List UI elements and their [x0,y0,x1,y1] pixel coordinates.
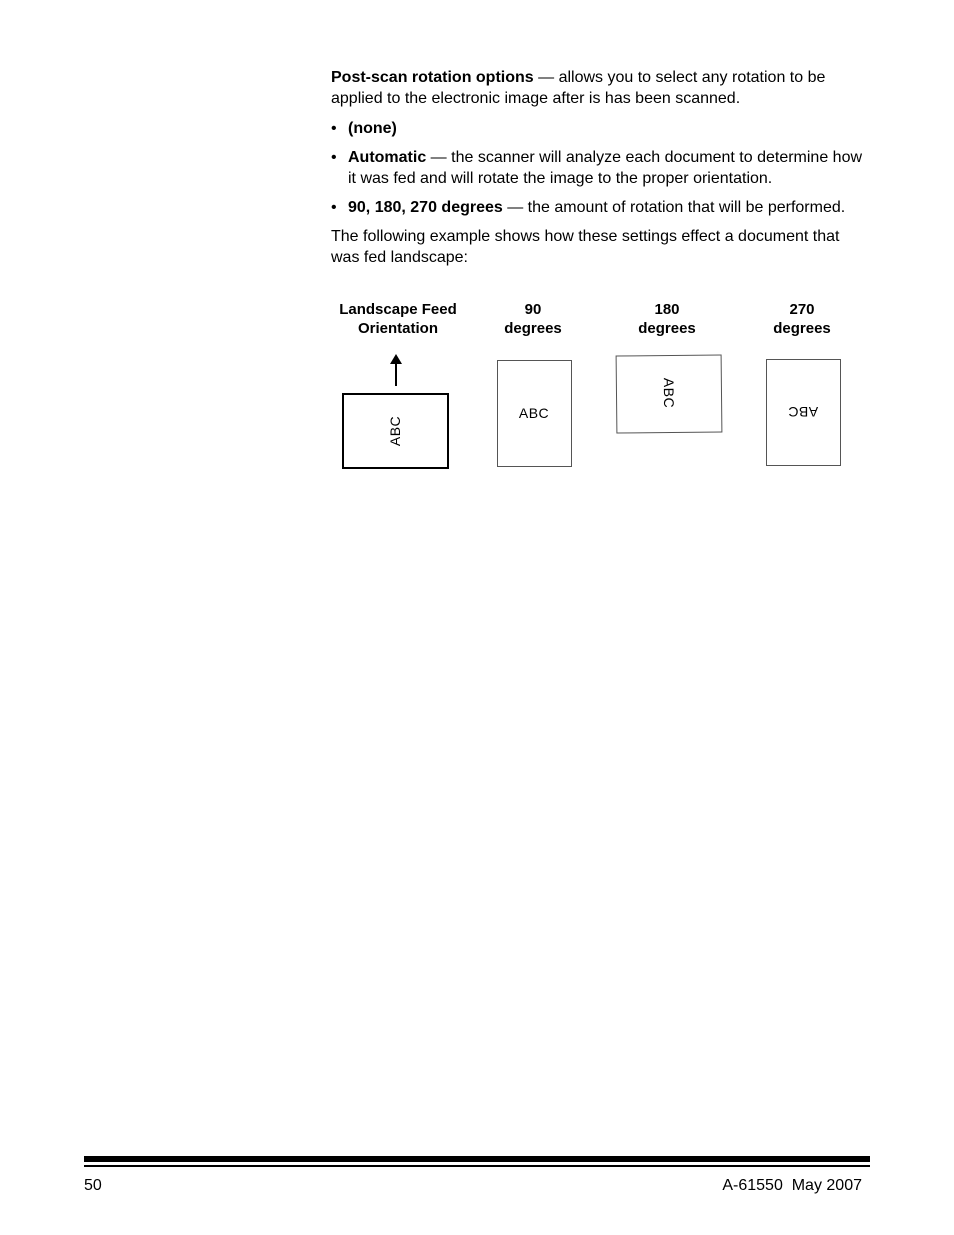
landscape-page [342,393,449,469]
label-line: 90 [524,301,542,318]
bullet-term: Automatic [348,149,427,166]
intro-term: Post-scan rotation options [331,69,534,86]
bullet-term: (none) [348,120,397,137]
page-270-degrees [766,359,841,466]
main-content [331,67,871,277]
feed-direction-arrow-icon [386,354,406,388]
footer-rule-thick [84,1156,870,1162]
page-180-degrees [616,354,723,433]
label-270-degrees [752,300,852,338]
label-line: degrees [638,320,696,337]
label-line: 270 [789,301,815,318]
bullet-dot: • [331,149,337,166]
label-90-degrees [483,300,583,338]
bullet-term: 90, 180, 270 degrees [348,199,503,216]
document-id: A-61550 May 2007 [722,1177,862,1194]
page-abc-text: ABC [787,404,819,420]
page-abc-text: ABC [518,405,550,421]
bullet-text: — the scanner will analyze each document to determine how it was fed and will rotate the image to the proper orientation. [348,149,863,187]
intro-text: — allows you to select any rotation to be applied to the electronic image after is has been scanned. [331,69,826,107]
footer-rule-thin [84,1165,870,1167]
label-line: 180 [654,301,680,318]
bullet-none [331,118,871,139]
page-abc-text: ABC [660,377,678,409]
rotation-figure [331,298,871,478]
bullet-dot: • [331,199,337,216]
example-paragraph: The following example shows how these settings effect a document that was fed landscape: [331,228,840,266]
label-line: Orientation [357,320,438,337]
intro-paragraph [331,67,871,109]
page-number: 50 [84,1177,102,1194]
label-landscape-feed [331,300,465,338]
bullet-automatic [331,147,871,189]
page-90-degrees [497,360,572,467]
label-180-degrees [617,300,717,338]
bullet-degrees [331,197,871,218]
bullet-dot: • [331,120,337,137]
label-line: degrees [504,320,562,337]
label-line: Landscape Feed [339,301,457,318]
bullet-text: — the amount of rotation that will be performed. [502,199,846,216]
label-line: degrees [773,320,831,337]
page-abc-text: ABC [387,415,403,447]
